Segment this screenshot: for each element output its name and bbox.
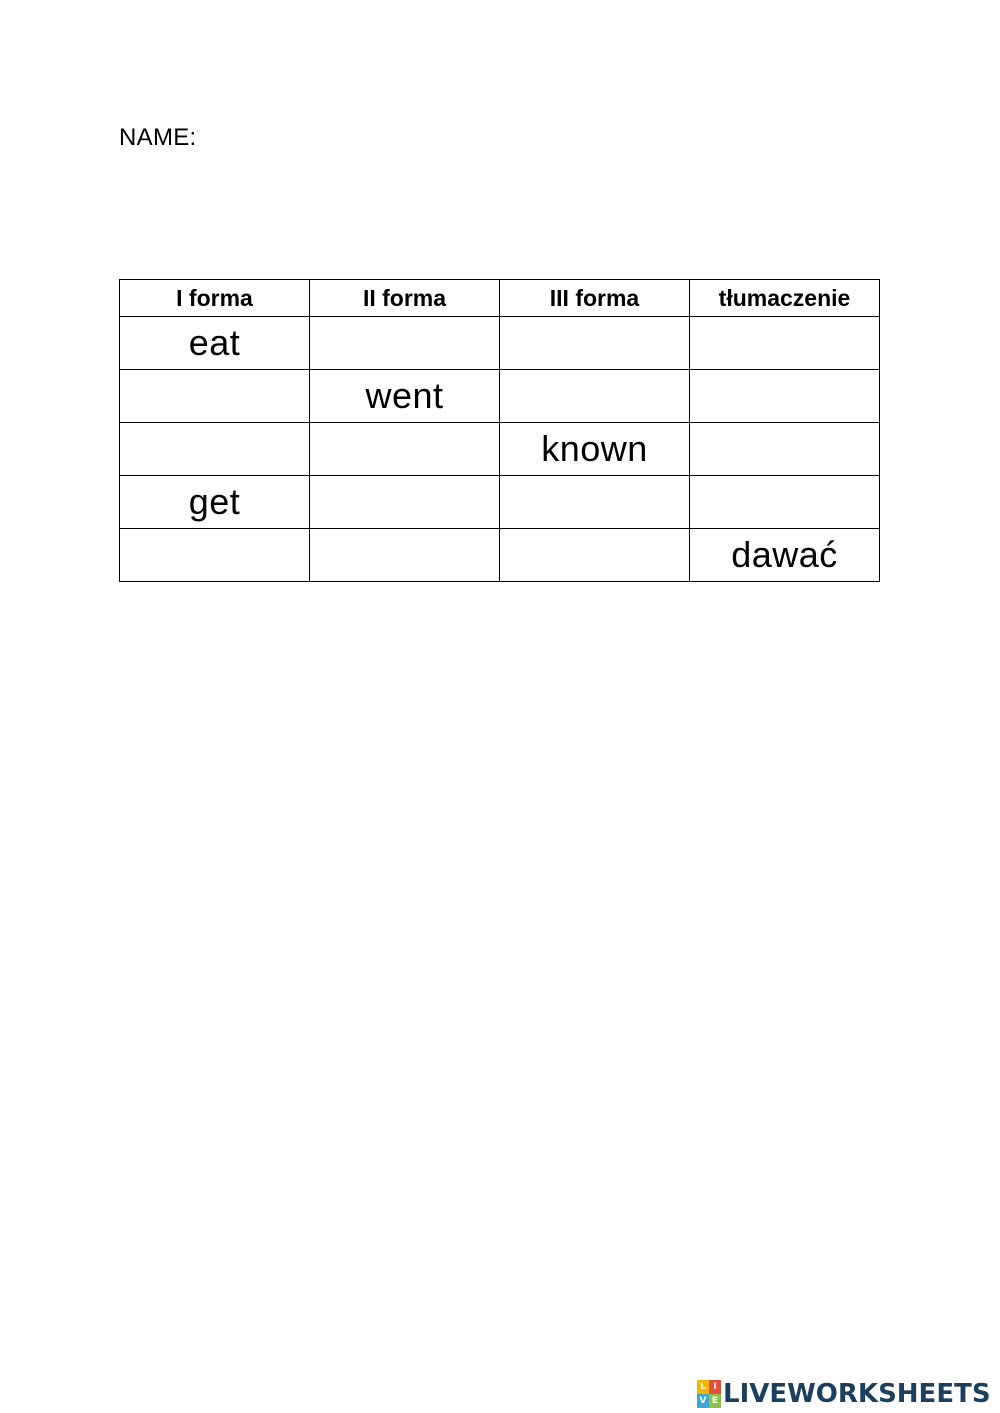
table-row (120, 476, 880, 529)
answer-cell[interactable] (120, 529, 310, 582)
logo-letter: V (697, 1394, 709, 1408)
logo-letter: E (709, 1394, 721, 1408)
header-translation: tłumaczenie (690, 280, 880, 317)
header-first-form: I forma (120, 280, 310, 317)
table-row (120, 370, 880, 423)
answer-cell[interactable] (120, 370, 310, 423)
brand-name: LIVEWORKSHEETS (723, 1379, 991, 1409)
answer-cell[interactable] (690, 476, 880, 529)
answer-cell[interactable] (120, 423, 310, 476)
header-second-form: II forma (310, 280, 500, 317)
table-cell: known (500, 423, 690, 476)
answer-cell[interactable] (500, 370, 690, 423)
logo-letter: I (709, 1380, 721, 1394)
answer-cell[interactable] (500, 529, 690, 582)
name-label: NAME: (119, 124, 197, 151)
liveworksheets-logo-icon (697, 1380, 721, 1408)
answer-cell[interactable] (690, 423, 880, 476)
table-cell: eat (120, 317, 310, 370)
answer-cell[interactable] (310, 317, 500, 370)
table-row (120, 317, 880, 370)
answer-cell[interactable] (690, 370, 880, 423)
table-cell: dawać (690, 529, 880, 582)
answer-cell[interactable] (310, 476, 500, 529)
answer-cell[interactable] (690, 317, 880, 370)
table-row (120, 423, 880, 476)
header-third-form: III forma (500, 280, 690, 317)
verb-forms-table (119, 279, 880, 582)
liveworksheets-brand (697, 1376, 991, 1412)
answer-cell[interactable] (310, 423, 500, 476)
answer-cell[interactable] (500, 317, 690, 370)
logo-letter: L (697, 1380, 709, 1394)
answer-cell[interactable] (500, 476, 690, 529)
answer-cell[interactable] (310, 529, 500, 582)
table-row (120, 529, 880, 582)
table-cell: went (310, 370, 500, 423)
table-header-row (120, 280, 880, 317)
table-cell: get (120, 476, 310, 529)
